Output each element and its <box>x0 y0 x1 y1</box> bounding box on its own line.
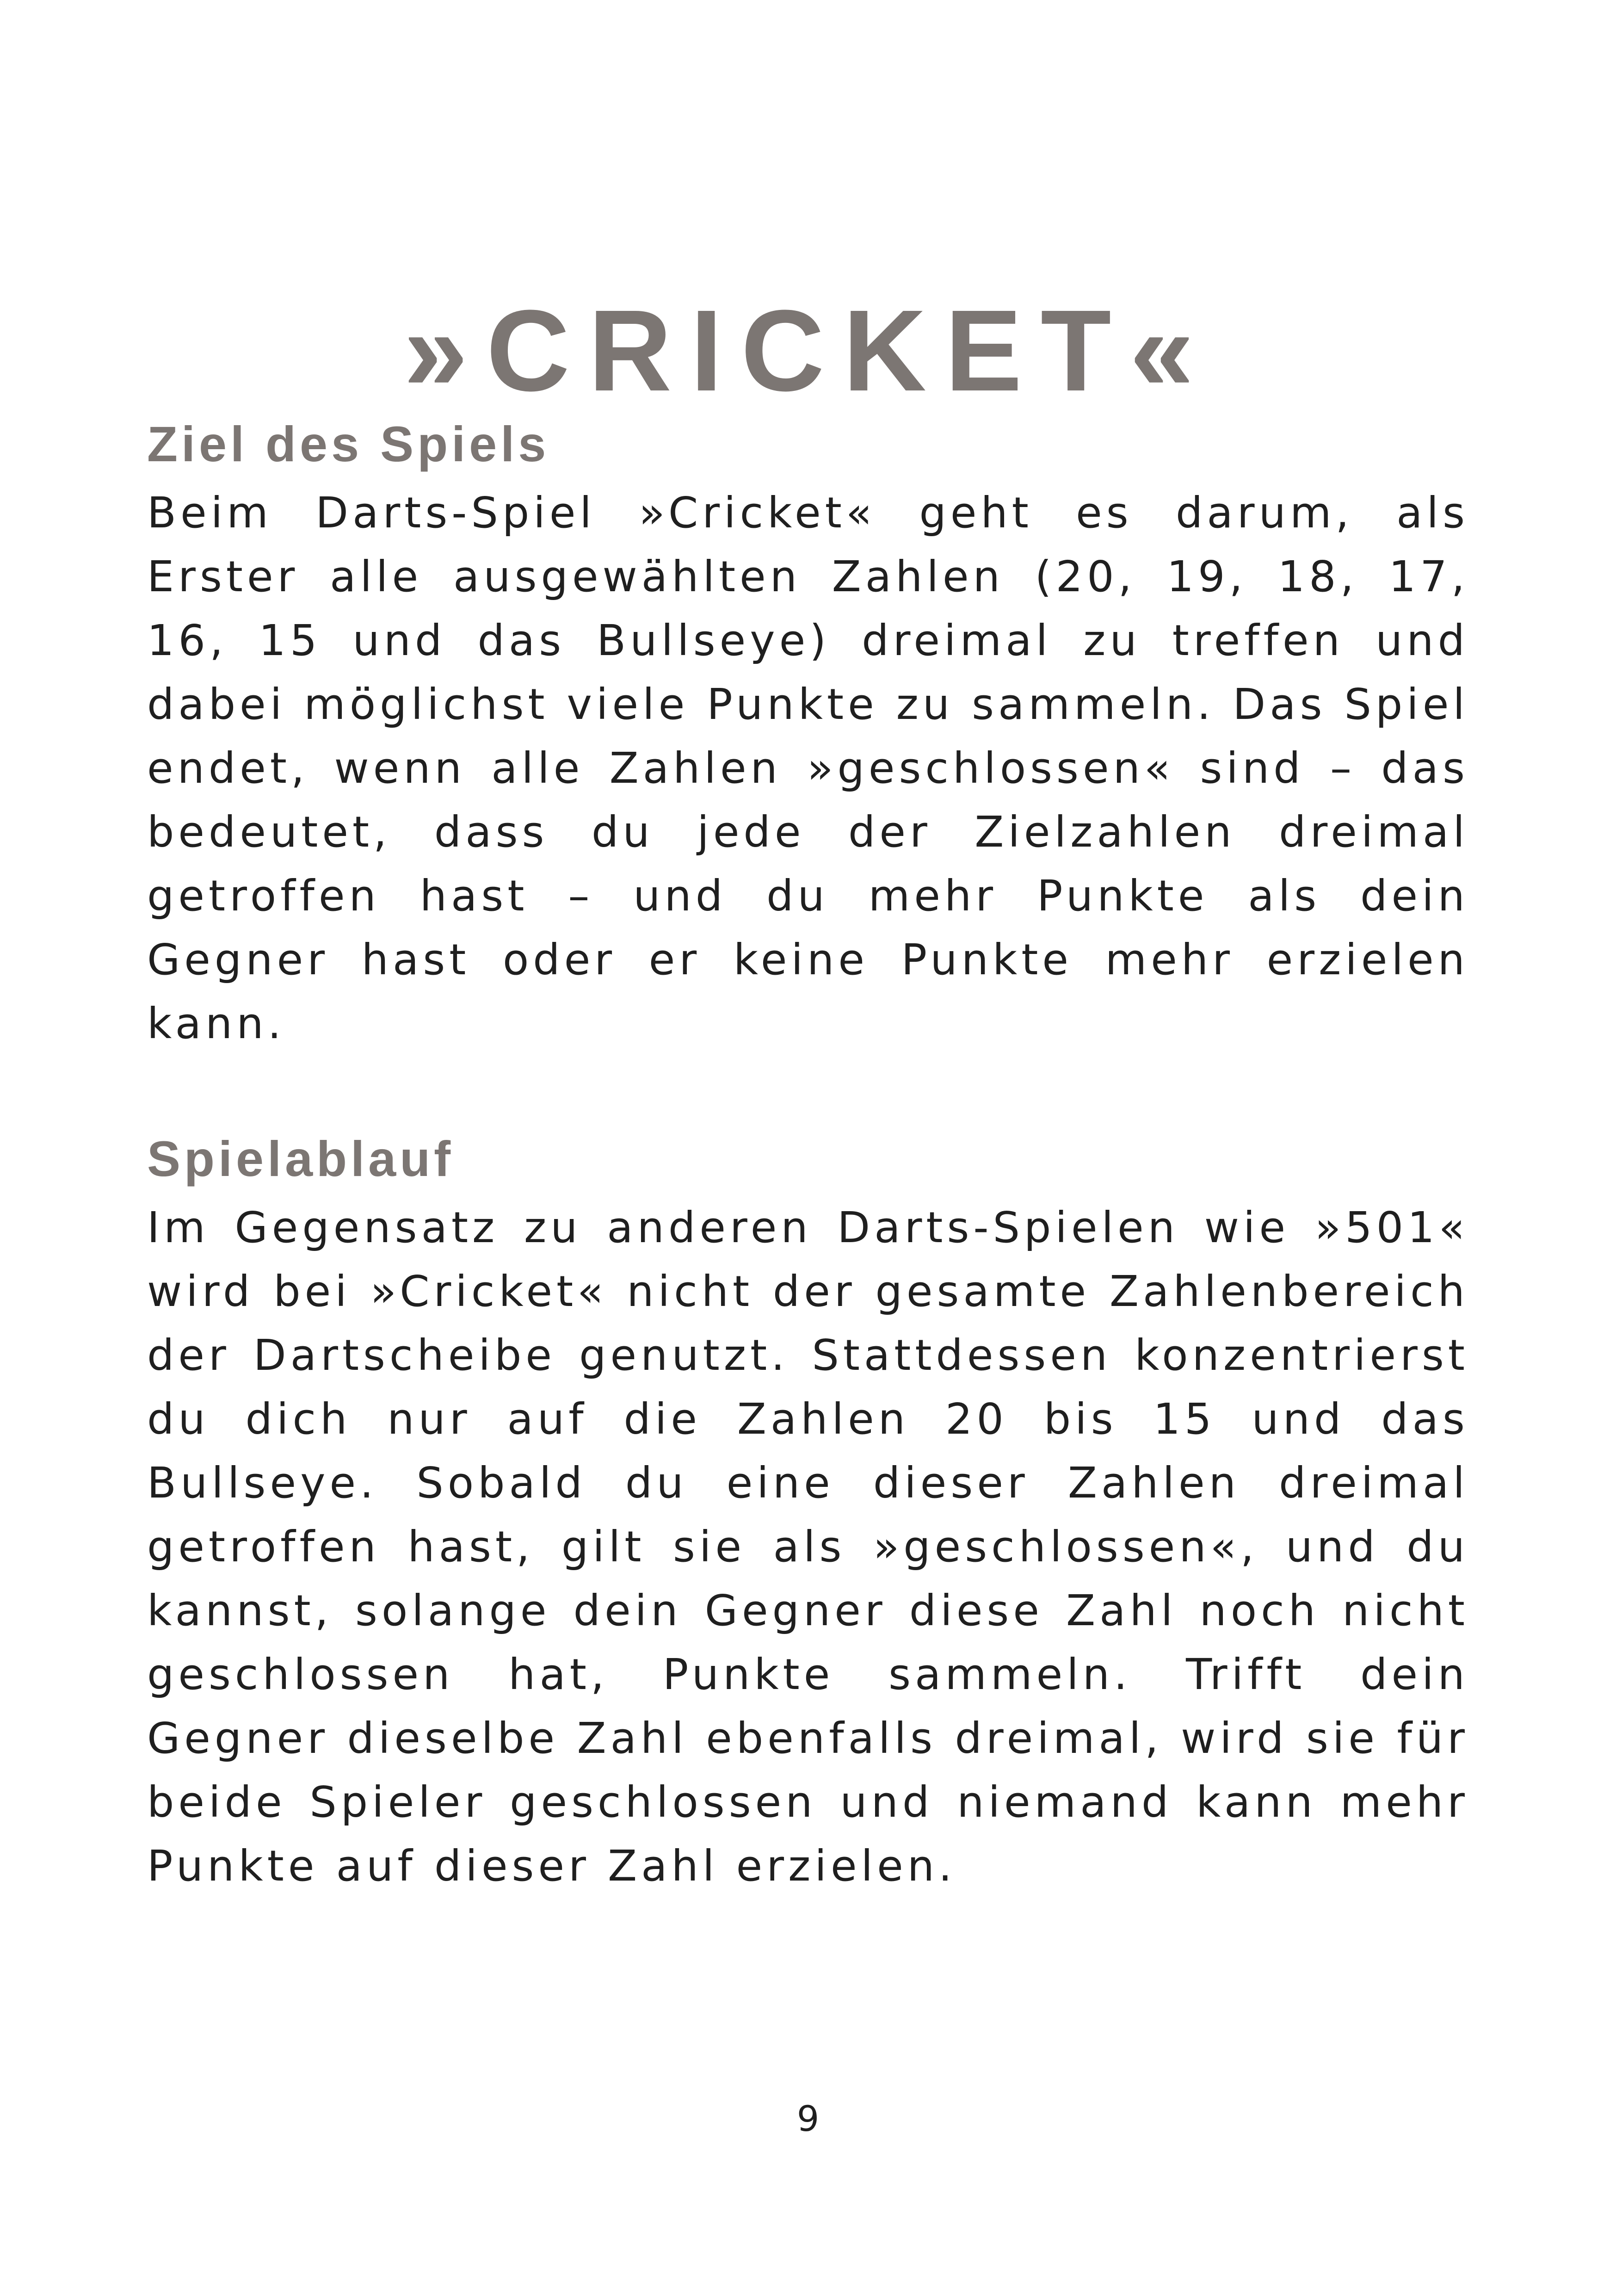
section-heading-gameplay: Spielablauf <box>147 1131 455 1187</box>
page-title: »CRICKET« <box>403 285 1213 415</box>
section-heading-goal: Ziel des Spiels <box>147 416 550 472</box>
section-text-gameplay: Im Gegensatz zu anderen Darts-Spielen wie »501« wird bei »Cricket« nicht der gesamte Zahlenbereich der Dartscheibe genutzt. Stattdessen konzentrierst du dich nur auf die Zahlen 20 bis 15 und das Bullseye. Sobald du eine dieser Zahlen dreimal getroffen hast, gilt sie als »geschlossen«, und du kannst, solange dein Gegner diese Zahl noch nicht geschlossen hat, Punkte sammeln. Trifft dein Gegner dieselbe Zahl ebenfalls dreimal, wird sie für beide Spieler geschlossen und niemand kann mehr Punkte auf dieser Zahl erzielen. <box>147 1203 1469 1891</box>
section-goal <box>147 407 1469 1056</box>
section-gameplay <box>147 1122 1469 1898</box>
page-number: 9 <box>796 2098 820 2139</box>
section-text-goal: Beim Darts-Spiel »Cricket« geht es darum, als Erster alle ausgewählten Zahlen (20, 19, 18, 17, 16, 15 und das Bullseye) dreimal zu treffen und dabei möglichst viele Punkte zu sammeln. Das Spiel endet, wenn alle Zahlen »geschlossen« sind – das bedeutet, dass du jede der Zielzahlen dreimal getroffen hast – und du mehr Punkte als dein Gegner hast oder er keine Punkte mehr erzielen kann. <box>147 488 1469 1048</box>
